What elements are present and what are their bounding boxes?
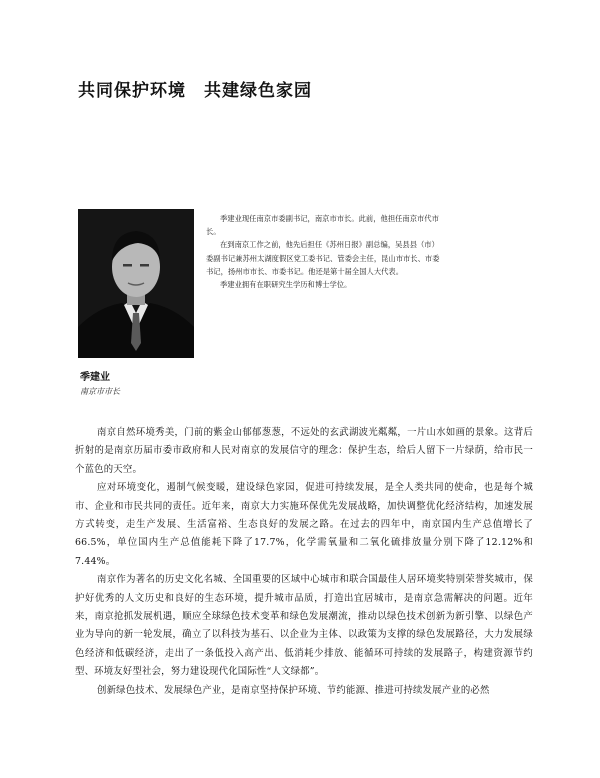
title-part-1: 共同保护环境 (78, 81, 186, 101)
bio-paragraph: 季建业拥有在职研究生学历和博士学位。 (220, 280, 352, 290)
bio-paragraph: 季建业现任南京市委副书记，南京市市长。此前，他担任南京市代市长。 (206, 214, 439, 237)
portrait-illustration (78, 209, 194, 358)
author-bio (206, 212, 446, 291)
bio-paragraph: 在到南京工作之前，他先后担任《苏州日报》副总编，吴县县（市）委副书记兼苏州太湖度假区党工委书记、管委会主任，昆山市市长、市委书记，扬州市市长、市委书记。他还是第十届全国人大代表。 (206, 240, 440, 276)
author-name: 季建业 (80, 372, 110, 383)
body-paragraph: 应对环境变化，遏制气候变暖，建设绿色家园，促进可持续发展，是全人类共同的使命，也是每个城市、企业和市民共同的责任。近年来，南京大力实施环保优先发展战略，加快调整优化经济结构，加速发展方式转变，走生产发展、生活富裕、生态良好的发展之路。在过去的四年中，南京国内生产总值增长了66.5%，单位国内生产总值能耗下降了17.7%，化学需氧量和二氧化硫排放量分别下降了12.12%和7.44%。 (75, 482, 533, 567)
article-title (78, 76, 312, 101)
title-part-2: 共建绿色家园 (204, 81, 312, 101)
body-paragraph: 南京自然环境秀美，门前的紫金山郁郁葱葱，不远处的玄武湖波光粼粼，一片山水如画的景象。这背后折射的是南京历届市委市政府和人民对南京的发展信守的理念：保护生态，给后人留下一片绿荫，给市民一个蓝色的天空。 (75, 427, 533, 475)
author-photo (78, 209, 194, 358)
body-paragraph: 创新绿色技术、发展绿色产业，是南京坚持保护环境、节约能源、推进可持续发展产业的必然 (97, 684, 490, 696)
body-paragraph: 南京作为著名的历史文化名城、全国重要的区域中心城市和联合国最佳人居环境奖特别荣誉奖城市，保护好优秀的人文历史和良好的生态环境，提升城市品质，打造出宜居城市，是南京急需解决的问题。近年来，南京抢抓发展机遇，顺应全球绿色技术变革和绿色发展潮流，推动以绿色技术创新为新引擎、以绿色产业为导向的新一轮发展，确立了以科技为基石、以企业为主体、以政策为支撑的绿色发展路径，大力发展绿色经济和低碳经济，走出了一条低投入高产出、低消耗少排放、能循环可持续的发展路子，构建资源节约型、环境友好型社会，努力建设现代化国际性“人文绿都”。 (75, 574, 533, 678)
author-position: 南京市市长 (80, 387, 120, 396)
article-body (75, 424, 533, 700)
